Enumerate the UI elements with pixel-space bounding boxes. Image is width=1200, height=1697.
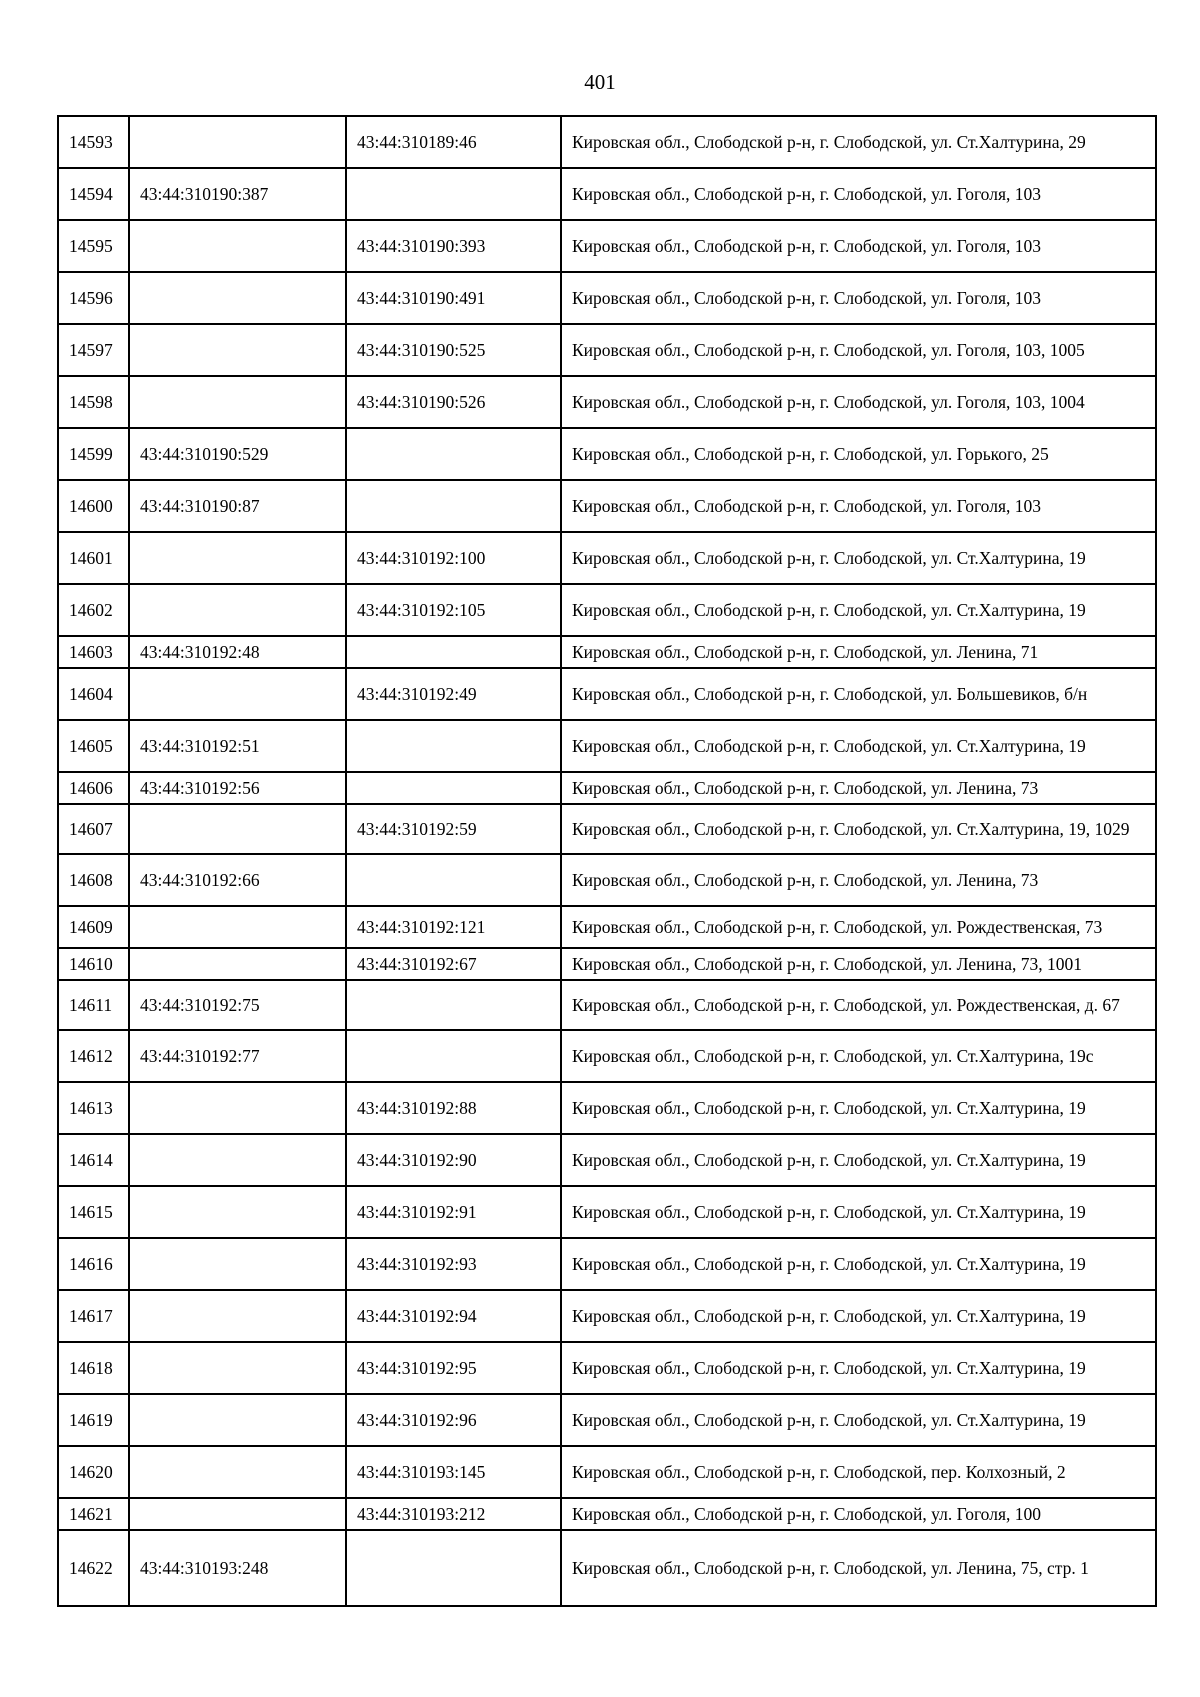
table-row — [58, 720, 1156, 772]
address-cell: Кировская обл., Слободской р-н, г. Слободской, ул. Ленина, 73 — [561, 772, 1156, 804]
cadastral-number-cell: 43:44:310190:526 — [346, 376, 561, 428]
cadastral-number-cell — [129, 1134, 346, 1186]
address-cell: Кировская обл., Слободской р-н, г. Слободской, ул. Ст.Халтурина, 19 — [561, 532, 1156, 584]
row-number: 14616 — [58, 1238, 129, 1290]
row-number: 14593 — [58, 116, 129, 168]
address-cell: Кировская обл., Слободской р-н, г. Слободской, ул. Ст.Халтурина, 19 — [561, 1238, 1156, 1290]
row-number: 14609 — [58, 906, 129, 948]
address-cell: Кировская обл., Слободской р-н, г. Слободской, ул. Ст.Халтурина, 19с — [561, 1030, 1156, 1082]
cadastral-number-cell — [346, 168, 561, 220]
address-cell: Кировская обл., Слободской р-н, г. Слободской, ул. Рождественская, д. 67 — [561, 980, 1156, 1030]
row-number: 14615 — [58, 1186, 129, 1238]
cadastral-number-cell — [129, 376, 346, 428]
cadastral-number-cell: 43:44:310192:67 — [346, 948, 561, 980]
table-row — [58, 220, 1156, 272]
cadastral-number-cell: 43:44:310190:491 — [346, 272, 561, 324]
cadastral-number-cell — [129, 1290, 346, 1342]
row-number: 14597 — [58, 324, 129, 376]
table-row — [58, 376, 1156, 428]
cadastral-number-cell — [129, 272, 346, 324]
table-row — [58, 948, 1156, 980]
cadastral-number-cell — [129, 948, 346, 980]
cadastral-number-cell: 43:44:310192:96 — [346, 1394, 561, 1446]
cadastral-number-cell: 43:44:310190:387 — [129, 168, 346, 220]
cadastral-number-cell: 43:44:310192:90 — [346, 1134, 561, 1186]
address-cell: Кировская обл., Слободской р-н, г. Слободской, ул. Ленина, 75, стр. 1 — [561, 1530, 1156, 1606]
row-number: 14607 — [58, 804, 129, 854]
address-cell: Кировская обл., Слободской р-н, г. Слободской, ул. Ст.Халтурина, 19 — [561, 1082, 1156, 1134]
table-row — [58, 636, 1156, 668]
address-cell: Кировская обл., Слободской р-н, г. Слободской, ул. Ст.Халтурина, 19, 1029 — [561, 804, 1156, 854]
row-number: 14617 — [58, 1290, 129, 1342]
row-number: 14621 — [58, 1498, 129, 1530]
address-cell: Кировская обл., Слободской р-н, г. Слободской, ул. Ленина, 73, 1001 — [561, 948, 1156, 980]
cadastral-number-cell — [129, 668, 346, 720]
address-cell: Кировская обл., Слободской р-н, г. Слободской, ул. Ст.Халтурина, 19 — [561, 720, 1156, 772]
cadastral-number-cell — [129, 1238, 346, 1290]
cadastral-number-cell — [129, 1446, 346, 1498]
cadastral-number-cell — [346, 772, 561, 804]
address-cell: Кировская обл., Слободской р-н, г. Слободской, ул. Гоголя, 103 — [561, 272, 1156, 324]
row-number: 14618 — [58, 1342, 129, 1394]
table-row — [58, 1238, 1156, 1290]
cadastral-number-cell: 43:44:310192:95 — [346, 1342, 561, 1394]
page-number: 401 — [584, 70, 616, 94]
cadastral-number-cell: 43:44:310192:105 — [346, 584, 561, 636]
cadastral-number-cell: 43:44:310190:87 — [129, 480, 346, 532]
address-cell: Кировская обл., Слободской р-н, г. Слободской, ул. Гоголя, 100 — [561, 1498, 1156, 1530]
row-number: 14598 — [58, 376, 129, 428]
table-row — [58, 584, 1156, 636]
cadastral-number-cell: 43:44:310192:100 — [346, 532, 561, 584]
cadastral-number-cell: 43:44:310192:59 — [346, 804, 561, 854]
cadastral-number-cell: 43:44:310192:51 — [129, 720, 346, 772]
table-row — [58, 906, 1156, 948]
row-number: 14602 — [58, 584, 129, 636]
cadastral-number-cell — [129, 584, 346, 636]
cadastral-number-cell — [346, 720, 561, 772]
cadastral-number-cell — [346, 636, 561, 668]
address-cell: Кировская обл., Слободской р-н, г. Слободской, ул. Ст.Халтурина, 19 — [561, 1186, 1156, 1238]
row-number: 14611 — [58, 980, 129, 1030]
cadastral-number-cell: 43:44:310192:48 — [129, 636, 346, 668]
cadastral-number-cell — [346, 854, 561, 906]
table-row — [58, 1394, 1156, 1446]
cadastral-number-cell: 43:44:310190:525 — [346, 324, 561, 376]
row-number: 14622 — [58, 1530, 129, 1606]
row-number: 14619 — [58, 1394, 129, 1446]
address-cell: Кировская обл., Слободской р-н, г. Слободской, ул. Горького, 25 — [561, 428, 1156, 480]
row-number: 14605 — [58, 720, 129, 772]
row-number: 14610 — [58, 948, 129, 980]
address-cell: Кировская обл., Слободской р-н, г. Слободской, ул. Большевиков, б/н — [561, 668, 1156, 720]
table-row — [58, 1446, 1156, 1498]
cadastral-number-cell: 43:44:310192:121 — [346, 906, 561, 948]
cadastral-number-cell — [346, 480, 561, 532]
row-number: 14596 — [58, 272, 129, 324]
table-row — [58, 1290, 1156, 1342]
table-row — [58, 428, 1156, 480]
cadastral-number-cell — [346, 1030, 561, 1082]
row-number: 14595 — [58, 220, 129, 272]
table-row — [58, 980, 1156, 1030]
cadastral-number-cell: 43:44:310192:93 — [346, 1238, 561, 1290]
cadastral-number-cell: 43:44:310193:212 — [346, 1498, 561, 1530]
cadastral-number-cell — [129, 1394, 346, 1446]
address-cell: Кировская обл., Слободской р-н, г. Слободской, ул. Рождественская, 73 — [561, 906, 1156, 948]
table-row — [58, 1530, 1156, 1606]
table-row — [58, 1186, 1156, 1238]
address-cell: Кировская обл., Слободской р-н, г. Слободской, ул. Гоголя, 103 — [561, 480, 1156, 532]
cadastral-number-cell — [129, 1186, 346, 1238]
cadastral-number-cell: 43:44:310192:91 — [346, 1186, 561, 1238]
cadastral-number-cell — [346, 980, 561, 1030]
table-row — [58, 772, 1156, 804]
cadastral-number-cell: 43:44:310192:49 — [346, 668, 561, 720]
address-cell: Кировская обл., Слободской р-н, г. Слободской, ул. Ст.Халтурина, 19 — [561, 1290, 1156, 1342]
cadastral-number-cell: 43:44:310192:66 — [129, 854, 346, 906]
row-number: 14599 — [58, 428, 129, 480]
table-row — [58, 804, 1156, 854]
row-number: 14612 — [58, 1030, 129, 1082]
cadastral-number-cell — [129, 1342, 346, 1394]
cadastral-number-cell: 43:44:310192:77 — [129, 1030, 346, 1082]
table-row — [58, 1498, 1156, 1530]
address-cell: Кировская обл., Слободской р-н, г. Слободской, ул. Ст.Халтурина, 29 — [561, 116, 1156, 168]
address-cell: Кировская обл., Слободской р-н, г. Слободской, ул. Ст.Халтурина, 19 — [561, 1342, 1156, 1394]
table-row — [58, 1134, 1156, 1186]
cadastral-number-cell: 43:44:310193:145 — [346, 1446, 561, 1498]
table-row — [58, 116, 1156, 168]
address-cell: Кировская обл., Слободской р-н, г. Слободской, пер. Колхозный, 2 — [561, 1446, 1156, 1498]
table-row — [58, 480, 1156, 532]
address-cell: Кировская обл., Слободской р-н, г. Слободской, ул. Ленина, 71 — [561, 636, 1156, 668]
cadastral-number-cell — [346, 428, 561, 480]
table-row — [58, 1082, 1156, 1134]
row-number: 14613 — [58, 1082, 129, 1134]
address-cell: Кировская обл., Слободской р-н, г. Слободской, ул. Ст.Халтурина, 19 — [561, 1134, 1156, 1186]
row-number: 14614 — [58, 1134, 129, 1186]
address-cell: Кировская обл., Слободской р-н, г. Слободской, ул. Гоголя, 103, 1005 — [561, 324, 1156, 376]
row-number: 14620 — [58, 1446, 129, 1498]
address-cell: Кировская обл., Слободской р-н, г. Слободской, ул. Гоголя, 103 — [561, 220, 1156, 272]
table-row — [58, 1030, 1156, 1082]
address-cell: Кировская обл., Слободской р-н, г. Слободской, ул. Гоголя, 103 — [561, 168, 1156, 220]
row-number: 14601 — [58, 532, 129, 584]
table-row — [58, 168, 1156, 220]
cadastral-number-cell — [129, 804, 346, 854]
table-row — [58, 1342, 1156, 1394]
address-cell: Кировская обл., Слободской р-н, г. Слободской, ул. Гоголя, 103, 1004 — [561, 376, 1156, 428]
cadastral-number-cell — [129, 1082, 346, 1134]
row-number: 14604 — [58, 668, 129, 720]
row-number: 14603 — [58, 636, 129, 668]
row-number: 14600 — [58, 480, 129, 532]
cadastral-number-cell: 43:44:310193:248 — [129, 1530, 346, 1606]
address-cell: Кировская обл., Слободской р-н, г. Слободской, ул. Ст.Халтурина, 19 — [561, 584, 1156, 636]
cadastral-number-cell: 43:44:310192:88 — [346, 1082, 561, 1134]
cadastral-number-cell: 43:44:310190:393 — [346, 220, 561, 272]
row-number: 14594 — [58, 168, 129, 220]
cadastral-number-cell: 43:44:310192:94 — [346, 1290, 561, 1342]
table-row — [58, 854, 1156, 906]
cadastral-number-cell — [346, 1530, 561, 1606]
registry-table — [57, 115, 1157, 1607]
table-row — [58, 272, 1156, 324]
table-row — [58, 532, 1156, 584]
address-cell: Кировская обл., Слободской р-н, г. Слободской, ул. Ленина, 73 — [561, 854, 1156, 906]
cadastral-number-cell — [129, 1498, 346, 1530]
cadastral-number-cell — [129, 220, 346, 272]
row-number: 14606 — [58, 772, 129, 804]
table-row — [58, 668, 1156, 720]
cadastral-number-cell: 43:44:310192:75 — [129, 980, 346, 1030]
row-number: 14608 — [58, 854, 129, 906]
address-cell: Кировская обл., Слободской р-н, г. Слободской, ул. Ст.Халтурина, 19 — [561, 1394, 1156, 1446]
cadastral-number-cell — [129, 116, 346, 168]
cadastral-number-cell: 43:44:310192:56 — [129, 772, 346, 804]
cadastral-number-cell — [129, 906, 346, 948]
cadastral-number-cell: 43:44:310190:529 — [129, 428, 346, 480]
cadastral-number-cell — [129, 324, 346, 376]
cadastral-number-cell — [129, 532, 346, 584]
table-row — [58, 324, 1156, 376]
cadastral-number-cell: 43:44:310189:46 — [346, 116, 561, 168]
